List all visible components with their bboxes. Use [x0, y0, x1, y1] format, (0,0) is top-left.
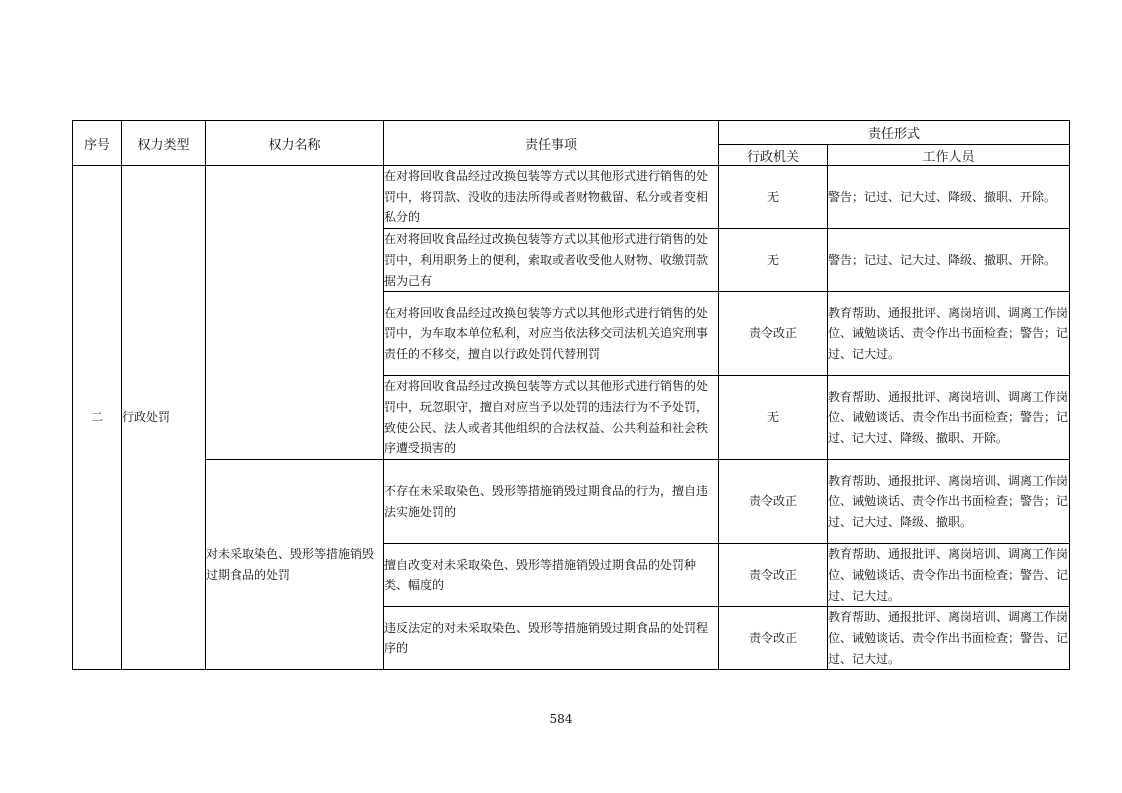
staff-cell: 教育帮助、通报批评、离岗培训、调离工作岗位、诫勉谈话、责令作出书面检查；警告、记过、记大过。	[828, 607, 1070, 670]
table-row	[73, 166, 1070, 229]
admin-organ-cell: 责令改正	[719, 544, 828, 607]
power-name-cell: 对未采取染色、毁形等措施销毁过期食品的处罚	[206, 460, 384, 670]
responsibility-item-cell: 不存在未采取染色、毁形等措施销毁过期食品的行为，擅自违法实施处罚的	[384, 460, 719, 544]
header-power-name: 权力名称	[206, 121, 384, 166]
header-responsibility-form: 责任形式	[719, 121, 1070, 145]
header-staff: 工作人员	[828, 145, 1070, 166]
responsibility-item-cell: 擅自改变对未采取染色、毁形等措施销毁过期食品的处罚种类、幅度的	[384, 544, 719, 607]
staff-cell: 教育帮助、通报批评、离岗培训、调离工作岗位、诫勉谈话、责令作出书面检查；警告、记过、记大过。	[828, 544, 1070, 607]
responsibility-item-cell: 在对将回收食品经过改换包装等方式以其他形式进行销售的处罚中，将罚款、没收的违法所得或者财物截留、私分或者变相私分的	[384, 166, 719, 229]
admin-organ-cell: 无	[719, 166, 828, 229]
header-responsibility-item: 责任事项	[384, 121, 719, 166]
admin-organ-cell: 责令改正	[719, 460, 828, 544]
responsibility-table	[72, 120, 1070, 670]
staff-cell: 教育帮助、通报批评、离岗培训、调离工作岗位、诫勉谈话、责令作出书面检查；警告；记过、记大过、降级、撤职。	[828, 460, 1070, 544]
admin-organ-cell: 无	[719, 376, 828, 460]
header-seq: 序号	[73, 121, 122, 166]
seq-cell: 二	[73, 166, 122, 670]
header-row-1	[73, 121, 1070, 145]
responsibility-item-cell: 在对将回收食品经过改换包装等方式以其他形式进行销售的处罚中，利用职务上的便利，索取或者收受他人财物、收缴罚款据为己有	[384, 229, 719, 292]
page-number: 584	[549, 712, 573, 726]
power-name-cell-empty	[206, 166, 384, 460]
admin-organ-cell: 责令改正	[719, 292, 828, 376]
staff-cell: 警告；记过、记大过、降级、撤职、开除。	[828, 166, 1070, 229]
power-type-cell: 行政处罚	[122, 166, 206, 670]
staff-cell: 警告；记过、记大过、降级、撤职、开除。	[828, 229, 1070, 292]
header-admin-organ: 行政机关	[719, 145, 828, 166]
admin-organ-cell: 责令改正	[719, 607, 828, 670]
responsibility-item-cell: 在对将回收食品经过改换包装等方式以其他形式进行销售的处罚中，玩忽职守，擅自对应当予以处罚的违法行为不予处罚，致使公民、法人或者其他组织的合法权益、公共利益和社会秩序遭受损害的	[384, 376, 719, 460]
header-power-type: 权力类型	[122, 121, 206, 166]
responsibility-item-cell: 在对将回收食品经过改换包装等方式以其他形式进行销售的处罚中，为车取本单位私利，对应当依法移交司法机关追究刑事责任的不移交，擅自以行政处罚代替刑罚	[384, 292, 719, 376]
admin-organ-cell: 无	[719, 229, 828, 292]
staff-cell: 教育帮助、通报批评、离岗培训、调离工作岗位、诫勉谈话、责令作出书面检查；警告；记过、记大过。	[828, 292, 1070, 376]
staff-cell: 教育帮助、通报批评、离岗培训、调离工作岗位、诫勉谈话、责令作出书面检查；警告；记过、记大过、降级、撤职、开除。	[828, 376, 1070, 460]
responsibility-item-cell: 违反法定的对未采取染色、毁形等措施销毁过期食品的处罚程序的	[384, 607, 719, 670]
table-row	[73, 460, 1070, 544]
